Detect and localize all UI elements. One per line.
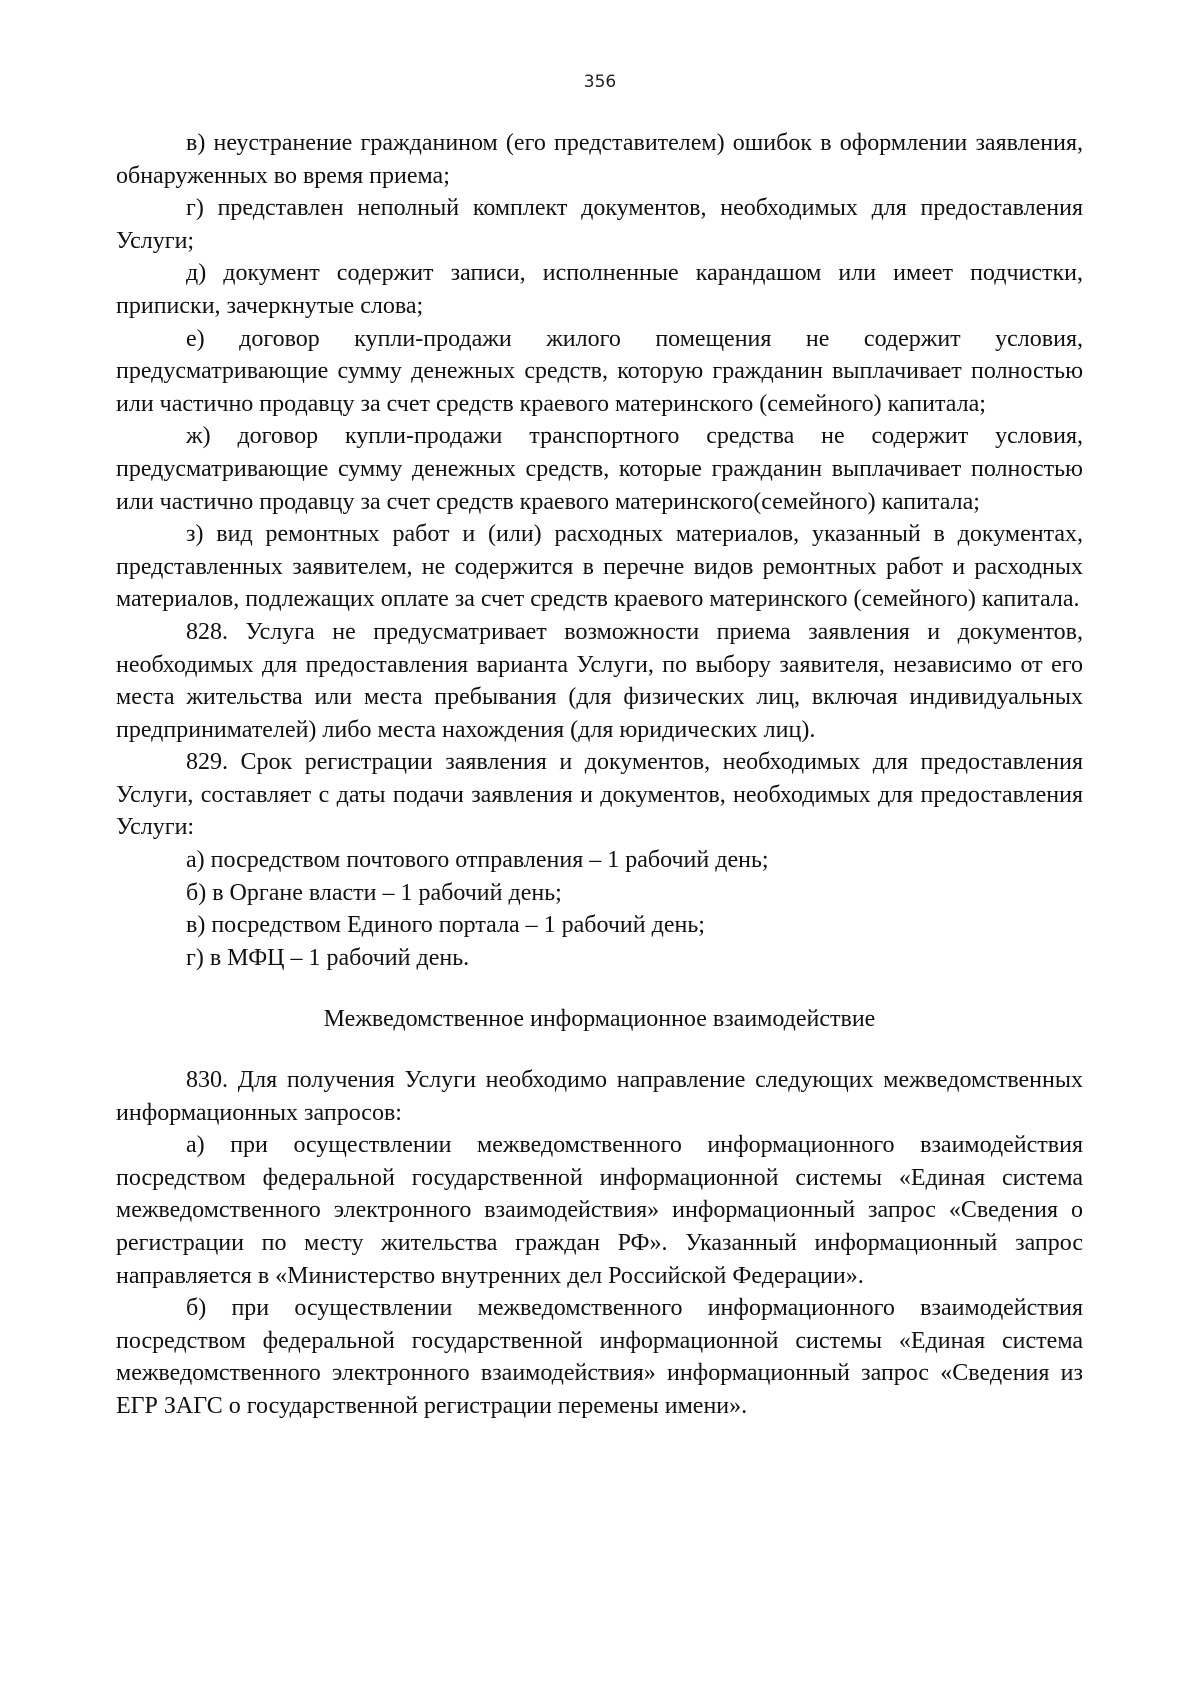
paragraph-item-d: д) документ содержит записи, исполненные карандашом или имеет подчистки, приписки, зачеркнутые слова; bbox=[116, 260, 1083, 319]
paragraph-item-e: е) договор купли-продажи жилого помещения не содержит условия, предусматривающие сумму денежных средств, которую гражданин выплачивает полностью или частично продавцу за счет средств краевого материнского (семейного) капитала; bbox=[116, 325, 1083, 417]
paragraph-829-v: в) посредством Единого портала – 1 рабочий день; bbox=[186, 912, 705, 939]
paragraph-item-g: г) представлен неполный комплект документов, необходимых для предоставления Услуги; bbox=[116, 195, 1083, 254]
paragraph-830-a: а) при осуществлении межведомственного информационного взаимодействия посредством федеральной государственной информационной системы «Единая система межведомственного электронного взаимодействия» информационный запрос «Сведения о регистрации по месту жительства граждан РФ». Указанный информационный запрос направляется в «Министерство внутренних дел Российской Федерации». bbox=[116, 1132, 1083, 1289]
paragraph-829-g: г) в МФЦ – 1 рабочий день. bbox=[186, 944, 470, 971]
paragraph-828: 828. Услуга не предусматривает возможности приема заявления и документов, необходимых для предоставления варианта Услуги, по выбору заявителя, независимо от его места жительства или места пребывания (для физических лиц, включая индивидуальных предпринимателей) либо места нахождения (для юридических лиц). bbox=[116, 618, 1083, 743]
document-body bbox=[116, 127, 1083, 1423]
paragraph-829-b: б) в Органе власти – 1 рабочий день; bbox=[186, 879, 562, 906]
paragraph-830-b: б) при осуществлении межведомственного информационного взаимодействия посредством федеральной государственной информационной системы «Единая система межведомственного электронного взаимодействия» информационный запрос «Сведения из ЕГР ЗАГС о государственной регистрации перемены имени». bbox=[116, 1295, 1083, 1419]
paragraph-829-a: а) посредством почтового отправления – 1 рабочий день; bbox=[186, 847, 769, 874]
page-number: 356 bbox=[583, 72, 617, 92]
paragraph-item-z: з) вид ремонтных работ и (или) расходных материалов, указанный в документах, представленных заявителем, не содержится в перечне видов ремонтных работ и расходных материалов, подлежащих оплате за счет средств краевого материнского (семейного) капитала. bbox=[116, 521, 1083, 613]
paragraph-829: 829. Срок регистрации заявления и документов, необходимых для предоставления Услуги, составляет с даты подачи заявления и документов, необходимых для предоставления Услуги: bbox=[116, 749, 1083, 841]
section-heading: Межведомственное информационное взаимодействие bbox=[323, 1006, 876, 1033]
paragraph-item-v: в) неустранение гражданином (его представителем) ошибок в оформлении заявления, обнаруженных во время приема; bbox=[116, 130, 1083, 189]
paragraph-item-zh: ж) договор купли-продажи транспортного средства не содержит условия, предусматривающие сумму денежных средств, которые гражданин выплачивает полностью или частично продавцу за счет средств краевого материнского(семейного) капитала; bbox=[116, 423, 1083, 515]
paragraph-830: 830. Для получения Услуги необходимо направление следующих межведомственных информационных запросов: bbox=[116, 1067, 1083, 1126]
